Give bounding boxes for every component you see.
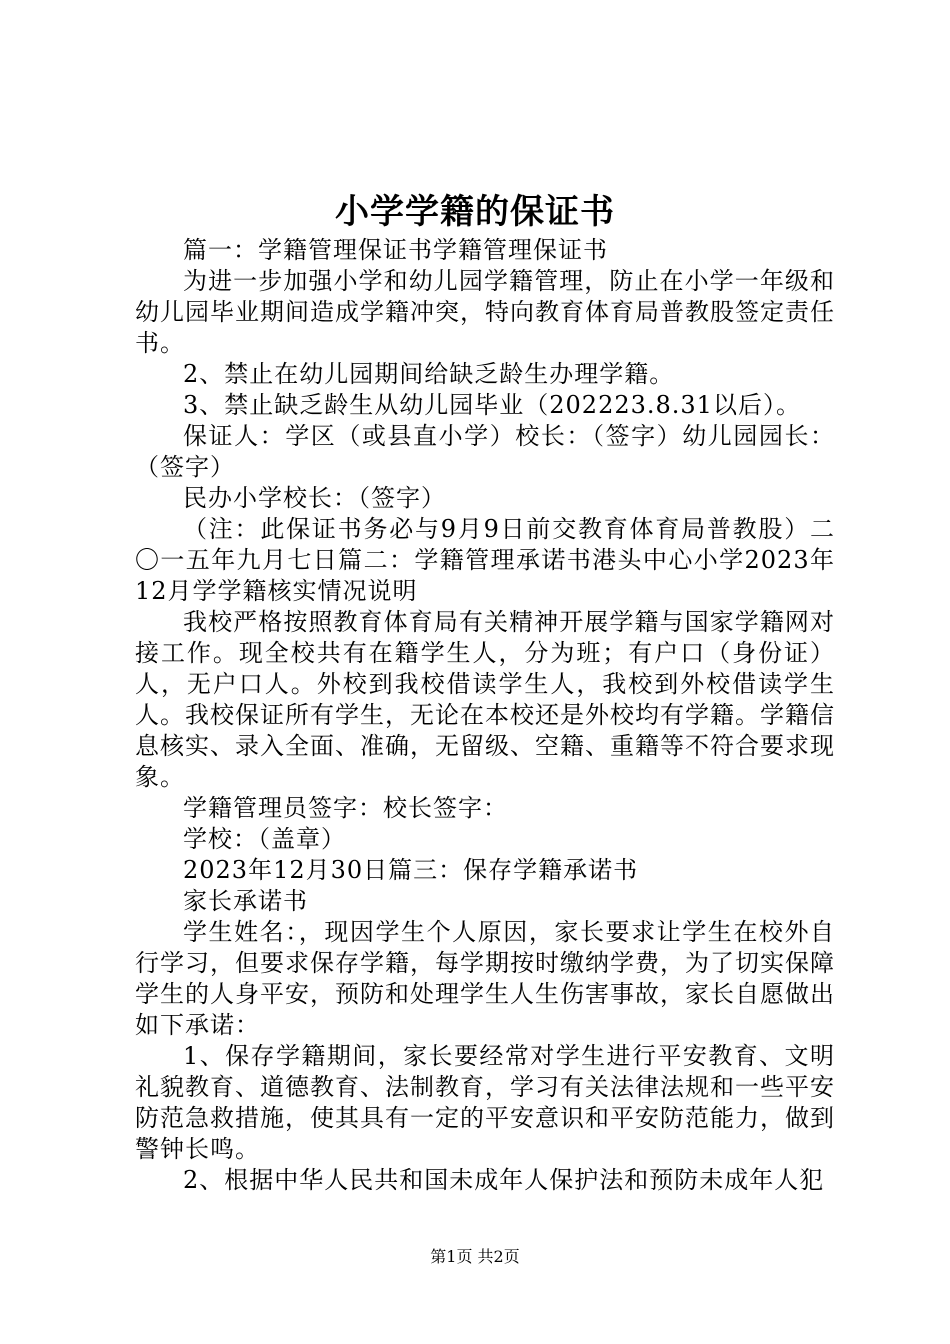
document-body xyxy=(135,235,835,1196)
paragraph: 1、保存学籍期间，家长要经常对学生进行平安教育、文明礼貌教育、道德教育、法制教育，学习有关法律法规和一些平安防范急救措施，使其具有一定的平安意识和平安防范能力，做到警钟长鸣。 xyxy=(135,1042,835,1163)
paragraph: 我校严格按照教育体育局有关精神开展学籍与国家学籍网对接工作。现全校共有在籍学生人，分为班；有户口（身份证）人，无户口人。外校到我校借读学生人，我校到外校借读学生人。我校保证所有学生，无论在本校还是外校均有学籍。学籍信息核实、录入全面、准确，无留级、空籍、重籍等不符合要求现象。 xyxy=(135,608,835,791)
paragraph: 学籍管理员签字：校长签字： xyxy=(183,794,508,822)
paragraph: 2、根据中华人民共和国未成年人保护法和预防未成年人犯 xyxy=(183,1166,825,1194)
paragraph: 学生姓名：，现因学生个人原因，家长要求让学生在校外自行学习，但要求保存学籍，每学期按时缴纳学费，为了切实保障学生的人身平安，预防和处理学生人生伤害事故，家长自愿做出如下承诺： xyxy=(135,918,835,1039)
paragraph: 家长承诺书 xyxy=(183,887,308,915)
paragraph: 2、禁止在幼儿园期间给缺乏龄生办理学籍。 xyxy=(183,360,675,388)
paragraph: 民办小学校长：（签字） xyxy=(183,484,446,512)
paragraph: 保证人：学区（或县直小学）校长：（签字）幼儿园园长：（签字） xyxy=(135,422,835,481)
paragraph: （注：此保证书务必与9月9日前交教育体育局普教股）二〇一五年九月七日篇二：学籍管理承诺书港头中心小学2023年12月学学籍核实情况说明 xyxy=(135,515,835,605)
page-number-footer: 第1页 共2页 xyxy=(430,1247,520,1266)
paragraph: 篇一：学籍管理保证书学籍管理保证书 xyxy=(183,236,608,264)
paragraph: 2023年12月30日篇三：保存学籍承诺书 xyxy=(183,856,639,884)
paragraph: 3、禁止缺乏龄生从幼儿园毕业（202223.8.31以后）。 xyxy=(183,391,801,419)
paragraph: 为进一步加强小学和幼儿园学籍管理，防止在小学一年级和幼儿园毕业期间造成学籍冲突，特向教育体育局普教股签定责任书。 xyxy=(135,267,835,357)
document-title: 小学学籍的保证书 xyxy=(335,192,615,232)
paragraph: 学校：（盖章） xyxy=(183,825,346,853)
